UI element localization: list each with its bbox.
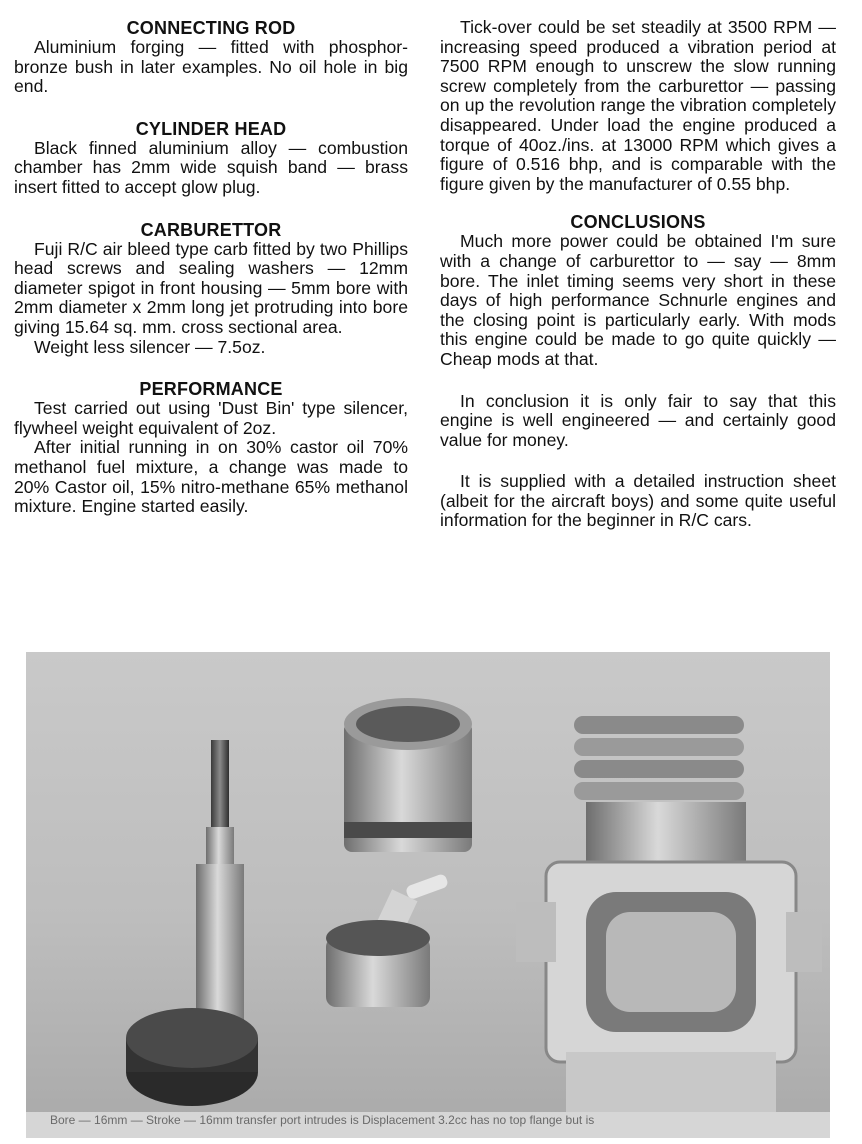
performance-text-1: Test carried out using 'Dust Bin' type silencer, flywheel weight equivalent of 2oz. xyxy=(14,398,408,438)
photo-caption-fragment: Bore — 16mm — Stroke — 16mm transfer port intrudes is Displacement 3.2cc has no top flange but is xyxy=(26,1112,830,1138)
connecting-rod-text: Aluminium forging — fitted with phosphor-bronze bush in later examples. No oil hole in big end. xyxy=(14,37,408,97)
conclusions-text-3: It is supplied with a detailed instruction sheet (albeit for the aircraft boys) and some quite useful information for the beginner in R/C cars. xyxy=(440,471,836,531)
carburettor-weight: Weight less silencer — 7.5oz. xyxy=(34,336,266,357)
left-column xyxy=(14,18,408,517)
heading-connecting-rod: CONNECTING ROD xyxy=(126,18,296,38)
carburettor-text: Fuji R/C air bleed type carb fitted by two Phillips head screws and sealing washers — 12mm diameter spigot in front housing — 5mm bore with 2mm diameter x 2mm long jet protruding into bore giving 15.64 sq. mm. cross sectional area. xyxy=(14,238,408,337)
engine-parts-photo xyxy=(26,652,830,1138)
crankcase-shape xyxy=(516,716,822,1122)
right-column xyxy=(440,18,836,531)
crankshaft-shape xyxy=(126,740,258,1106)
cylinder-head-text: Black finned aluminium alloy — combustion chamber has 2mm wide squish band — brass insert fitted to accept glow plug. xyxy=(14,137,408,197)
tickover-text: Tick-over could be set steadily at 3500 RPM — increasing speed produced a vibration period at 7500 RPM enough to unscrew the slow running screw completely from the carburettor — passing on up the revolution range the vibration completely disappeared. Under load the engine produced a torque of 40oz./ins. at 13000 RPM which gives a figure of 0.516 bhp, and is comparable with the figure given by the manufacturer of 0.55 bhp. xyxy=(440,17,836,194)
heading-conclusions: CONCLUSIONS xyxy=(570,212,706,233)
conclusions-text-1: Much more power could be obtained I'm sure with a change of carburettor to — say — 8mm bore. The inlet timing seems very short in these days of high performance Schnurle engines and the closing point is particularly early. With mods this engine could be made to go quite quickly — Cheap mods at that. xyxy=(440,231,836,369)
performance-text-2: After initial running in on 30% castor oil 70% methanol fuel mixture, a change was made to 20% Castor oil, 15% nitro-methane 65% methanol mixture. Engine started easily. xyxy=(14,437,408,517)
piston-large-shape xyxy=(344,698,472,852)
heading-carburettor: CARBURETTOR xyxy=(140,219,282,240)
heading-cylinder-head: CYLINDER HEAD xyxy=(135,118,287,139)
heading-performance: PERFORMANCE xyxy=(139,379,283,400)
engine-parts-illustration xyxy=(26,652,830,1138)
piston-small-shape xyxy=(326,873,449,1007)
conclusions-text-2: In conclusion it is only fair to say that this engine is well engineered — and certainly good value for money. xyxy=(440,390,836,450)
